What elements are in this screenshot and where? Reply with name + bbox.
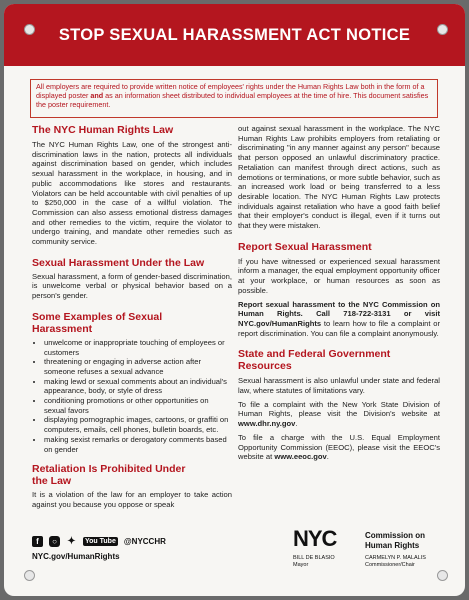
facebook-icon[interactable]: f [32,536,43,547]
state-p2-text: To file a complaint with the New York State Division of Human Rights, please visit the Division's website at [238,399,440,419]
report-call [238,300,440,339]
mounting-hole-icon [437,24,448,35]
state-p2-end: . [295,419,298,429]
retaliation-body-cont: out against sexual harassment in the workplace. The NYC Human Rights Law prohibits employers from retaliating or discriminating "in any manner against any person" because that person opposed an unlawful discriminatory practice. Retaliation can manifest through direct actions, such as demotions or terminations, or more subtle behavior, such as an increased work load or being transferred to a less desirable location. The NYC Human Rights Law protects individuals against retaliation who have a good faith belief that their employer's conduct is illegal, even if it turns out that they were mistaken. [238,124,440,231]
social-row [32,536,232,547]
state-p3-end: . [326,452,329,462]
twitter-icon[interactable]: ✦ [67,536,76,547]
mounting-hole-icon [24,570,35,581]
state-p3 [238,433,440,462]
state-heading: State and Federal Government Resources [238,348,391,373]
dhr-link[interactable]: www.dhr.ny.gov [238,419,296,429]
footer-social [32,536,232,561]
examples-list [32,338,232,454]
social-handle: @NYCCHR [123,537,166,546]
retaliation-body: It is a violation of the law for an employer to take action against you because you oppose or speak [32,490,232,509]
state-p2 [238,400,440,429]
eeoc-link[interactable]: www.eeoc.gov [274,452,327,462]
mayor-signature [293,555,335,568]
report-heading: Report Sexual Harassment [238,240,372,253]
report-body: If you have witnessed or experienced sexual harassment inform a manager, the equal employment opportunity officer at your workplace, or human resources as soon as possible. [238,256,440,295]
left-column [32,124,232,510]
notice-box [30,79,438,118]
list-item: • threatening or engaging in adverse action after someone refuses a sexual advance [44,357,232,376]
list-item: • displaying pornographic images, cartoons, or graffiti on computers, emails, cell phones, bulletin boards, etc. [44,415,232,434]
page-title: STOP SEXUAL HARASSMENT ACT NOTICE [58,26,411,44]
mounting-hole-icon [437,570,448,581]
list-item: • conditioning promotions or other opportunities on sexual favors [44,396,232,415]
state-p1: Sexual harassment is also unlawful under state and federal law, where statutes of limitations vary. [238,376,440,396]
under-body: Sexual harassment, a form of gender-based discrimination, is unwelcome verbal or physical behavior based on a person's gender. [32,271,232,301]
list-item: • unwelcome or inappropriate touching of employees or customers [44,338,232,357]
commission-name [365,531,425,550]
law-body: The NYC Human Rights Law, one of the strongest anti-discrimination laws in the nation, protects all individuals against discrimination based on gender, which includes sexual harassment in the workplace, in housing, and in public accommodations like stores and restaurants. Violators can be held accountable with civil penalties of up to $250,000 in the case of a willful violation. The Commission can also assess emotional distress damages and other remedies to the victim, require the violator to undergo training, and mandate other remedies such as community service. [32,140,232,247]
right-column [238,124,440,462]
chair-name: CARMELYN P. MALALIS [365,555,426,561]
notice-text-2: as an information sheet distributed to individual employees at the time of hire. This document satisfies the poster requirement. [36,91,429,109]
youtube-icon[interactable]: You Tube [85,538,116,545]
state-p3-text: To file a charge with the U.S. Equal Employment Opportunity Commission (EEOC), please visit the EEOC's website at [238,432,440,462]
footer-url[interactable]: NYC.gov/HumanRights [32,552,120,561]
title-banner [4,4,465,66]
retaliation-heading: Retaliation Is Prohibited Under the Law [32,463,186,488]
law-heading: The NYC Human Rights Law [32,124,174,136]
notice-text-1: All employers are required to provide written notice of employees' rights under the Human Rights Law both in the form of a displayed poster [36,82,425,100]
under-heading: Sexual Harassment Under the Law [32,256,205,269]
nyc-logo: NYC [293,526,337,551]
list-item: • making sexist remarks or derogatory comments based on gender [44,435,232,454]
commission-line-1: Commission on [365,531,426,540]
mayor-name: BILL DE BLASIO [293,555,335,561]
chair-title: Commissioner/Chair [365,561,415,568]
examples-heading: Some Examples of Sexual Harassment [32,310,163,335]
list-item: • making lewd or sexual comments about an individual's appearance, body, or style of dress [44,377,232,396]
report-tail: to learn how to file a complaint or report discrimination. You can file a complaint anonymously. [238,318,440,338]
mounting-hole-icon [24,24,35,35]
instagram-icon[interactable]: ○ [49,536,60,547]
notice-sign [4,4,465,596]
mayor-title: Mayor [293,561,309,568]
notice-text-and: and [90,91,104,100]
commission-line-2: Human Rights [365,540,420,550]
chair-signature [365,555,426,568]
report-bold: Report sexual harassment to the NYC Commission on Human Rights. Call 718-722-3131 or visit NYC.gov/HumanRights [238,299,440,328]
